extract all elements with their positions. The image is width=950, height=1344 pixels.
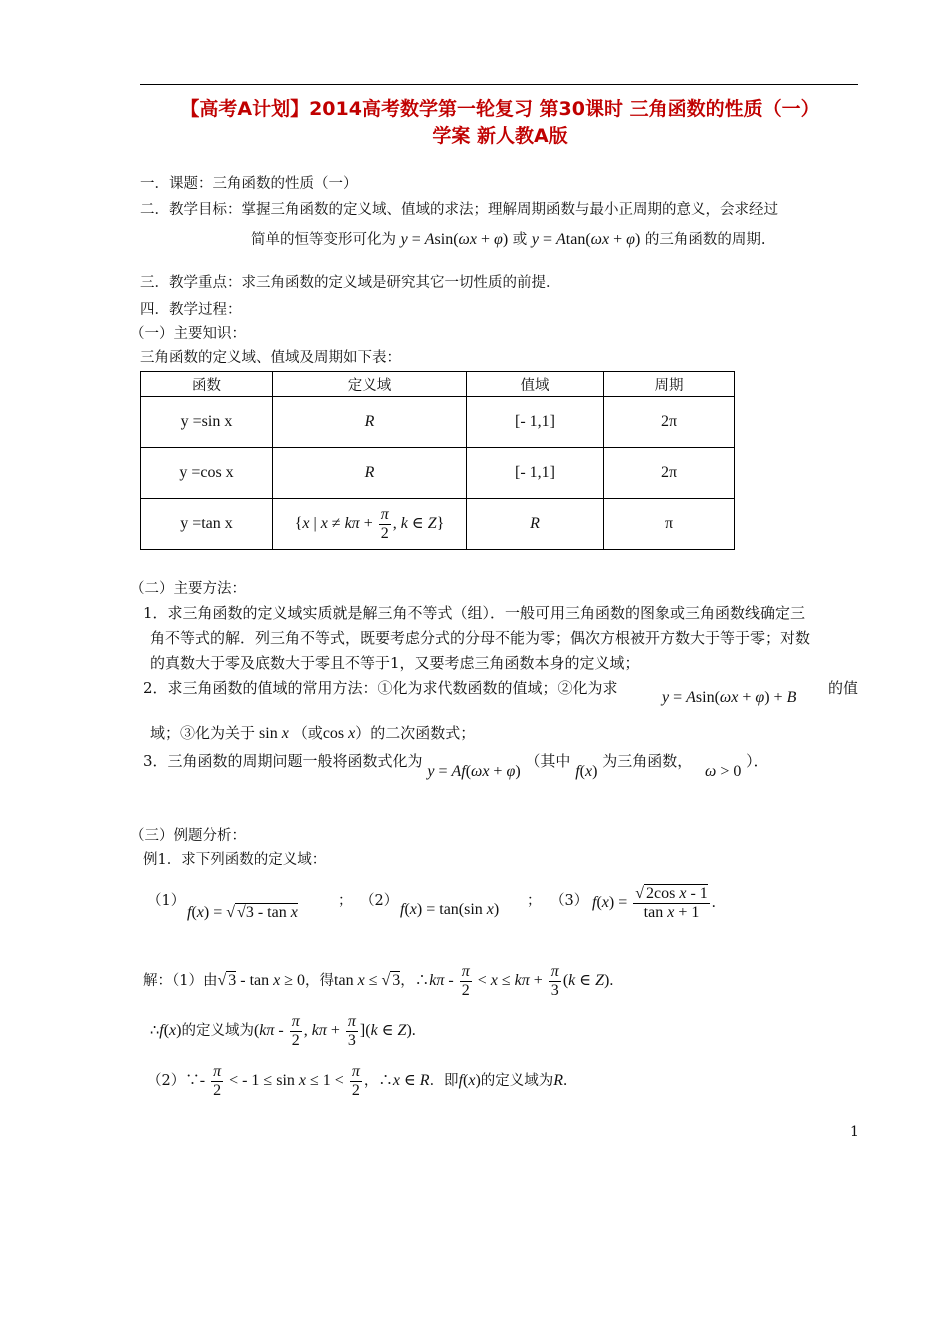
ex1-sep-1: ； [338, 893, 353, 909]
solution-line-3: （2）∵- $\frac{\pi}{2}$ < - 1 ≤ sin x ≤ 1 < $\frac{\pi}{2}$ ，∴x ∈ R．即f(x)的定义域为R. [147, 1063, 568, 1099]
table-cell: y =sin x [141, 397, 273, 448]
methods-heading: （二）主要方法： [130, 581, 246, 597]
ex1-function-2: f(x) = tan(sin x) [400, 901, 500, 918]
table-header: 函数 [141, 372, 273, 397]
header-rule [140, 84, 858, 85]
table-header: 定义域 [273, 372, 467, 397]
ex1-label-2: （2） [360, 893, 399, 909]
method-2-line-1: 2．求三角函数的值域的常用方法：①化为求代数函数的值域；②化为求 [143, 679, 618, 697]
document-title: 【高考A计划】2014高考数学第一轮复习 第30课时 三角函数的性质（一） 学案 新人教A版 [180, 98, 820, 147]
topic-line: 一．课题：三角函数的性质（一） [140, 176, 358, 192]
example-1-parts: （1） [147, 893, 186, 909]
formula-asin-b: y = Asin(ωx + φ) + B [662, 689, 797, 706]
table-cell: y =tan x [141, 499, 273, 550]
ex1-sep-2: ； [527, 893, 542, 909]
table-header-row [141, 372, 735, 397]
solution-line-2: ∴f(x)的定义域为(kπ - $\frac{\pi}{2}$ , kπ + $\frac{\pi}{3}$ ](k ∈ Z). [150, 1013, 416, 1049]
method-1-line-2: 角不等式的解．列三角不等式，既要考虑分式的分母不能为零；偶次方根被开方数大于等于零；对数 [150, 629, 811, 647]
main-knowledge-heading: （一）主要知识： [130, 326, 246, 342]
table-cell: R [467, 499, 604, 550]
objective-line-2: 简单的恒等变形可化为 y = Asin(ωx + φ) 或 y = Atan(ωx + φ) 的三角函数的周期. [251, 231, 766, 248]
examples-heading: （三）例题分析： [130, 828, 246, 844]
solution-line-1: 解：（1）由√ 3 - tan x ≥ 0，得tan x ≤ √ 3，∴kπ - $\frac{\pi}{2}$ < x ≤ kπ + $\frac{\pi}{3}$ (k ∈ Z). [143, 963, 614, 999]
table-cell: y =cos x [141, 448, 273, 499]
key-point-line: 三．教学重点：求三角函数的定义域是研究其它一切性质的前提． [140, 275, 561, 291]
method-1-line-3: 的真数大于零及底数大于零且不等于1，又要考虑三角函数本身的定义域； [150, 654, 640, 672]
method-3-line: 3．三角函数的周期问题一般将函数式化为 y = Af(ωx + φ) （其中 f(x) 为三角函数， ω > 0 ）． [143, 752, 769, 780]
table-row [141, 397, 735, 448]
example-1-title: 例1．求下列函数的定义域： [143, 852, 327, 868]
table-row [141, 499, 735, 550]
trig-properties-table [140, 371, 735, 550]
process-line: 四．教学过程： [140, 302, 242, 318]
table-cell: 2π [604, 448, 735, 499]
ex1-function-3: f(x) = $\frac{\text{√ 2cos x - 1}}{\text{tan x + 1}}$ . [592, 885, 716, 921]
table-cell: [- 1,1] [467, 448, 604, 499]
table-cell: [- 1,1] [467, 397, 604, 448]
method-2-line-2: 域；③化为关于 sin x （或cos x）的二次函数式； [150, 724, 476, 742]
ex1-function-1: f(x) = √ √3 - tan x [187, 904, 298, 921]
method-1-line-1: 1．求三角函数的定义域实质就是解三角不等式（组）．一般可用三角函数的图象或三角函数线确定三 [143, 604, 806, 622]
table-intro: 三角函数的定义域、值域及周期如下表： [140, 350, 401, 366]
page-number: 1 [850, 1124, 859, 1140]
table-cell: 2π [604, 397, 735, 448]
table-cell: R [273, 397, 467, 448]
table-header: 周期 [604, 372, 735, 397]
table-cell: π [604, 499, 735, 550]
table-cell: R [273, 448, 467, 499]
objective-line-1: 二．教学目标：掌握三角函数的定义域、值域的求法；理解周期函数与最小正周期的意义，会求经过 [140, 202, 778, 218]
formula-atan: y = Atan(ωx + φ) [531, 231, 641, 248]
table-row [141, 448, 735, 499]
table-header: 值域 [467, 372, 604, 397]
tan-domain-cell: {x | x ≠ kπ + $\frac{\pi}{2}$ , k ∈ Z} [273, 499, 467, 550]
formula-asin: y = Asin(ωx + φ) [400, 231, 509, 248]
ex1-label-3: （3） [550, 893, 589, 909]
method-2-suffix: 的值 [828, 679, 859, 697]
